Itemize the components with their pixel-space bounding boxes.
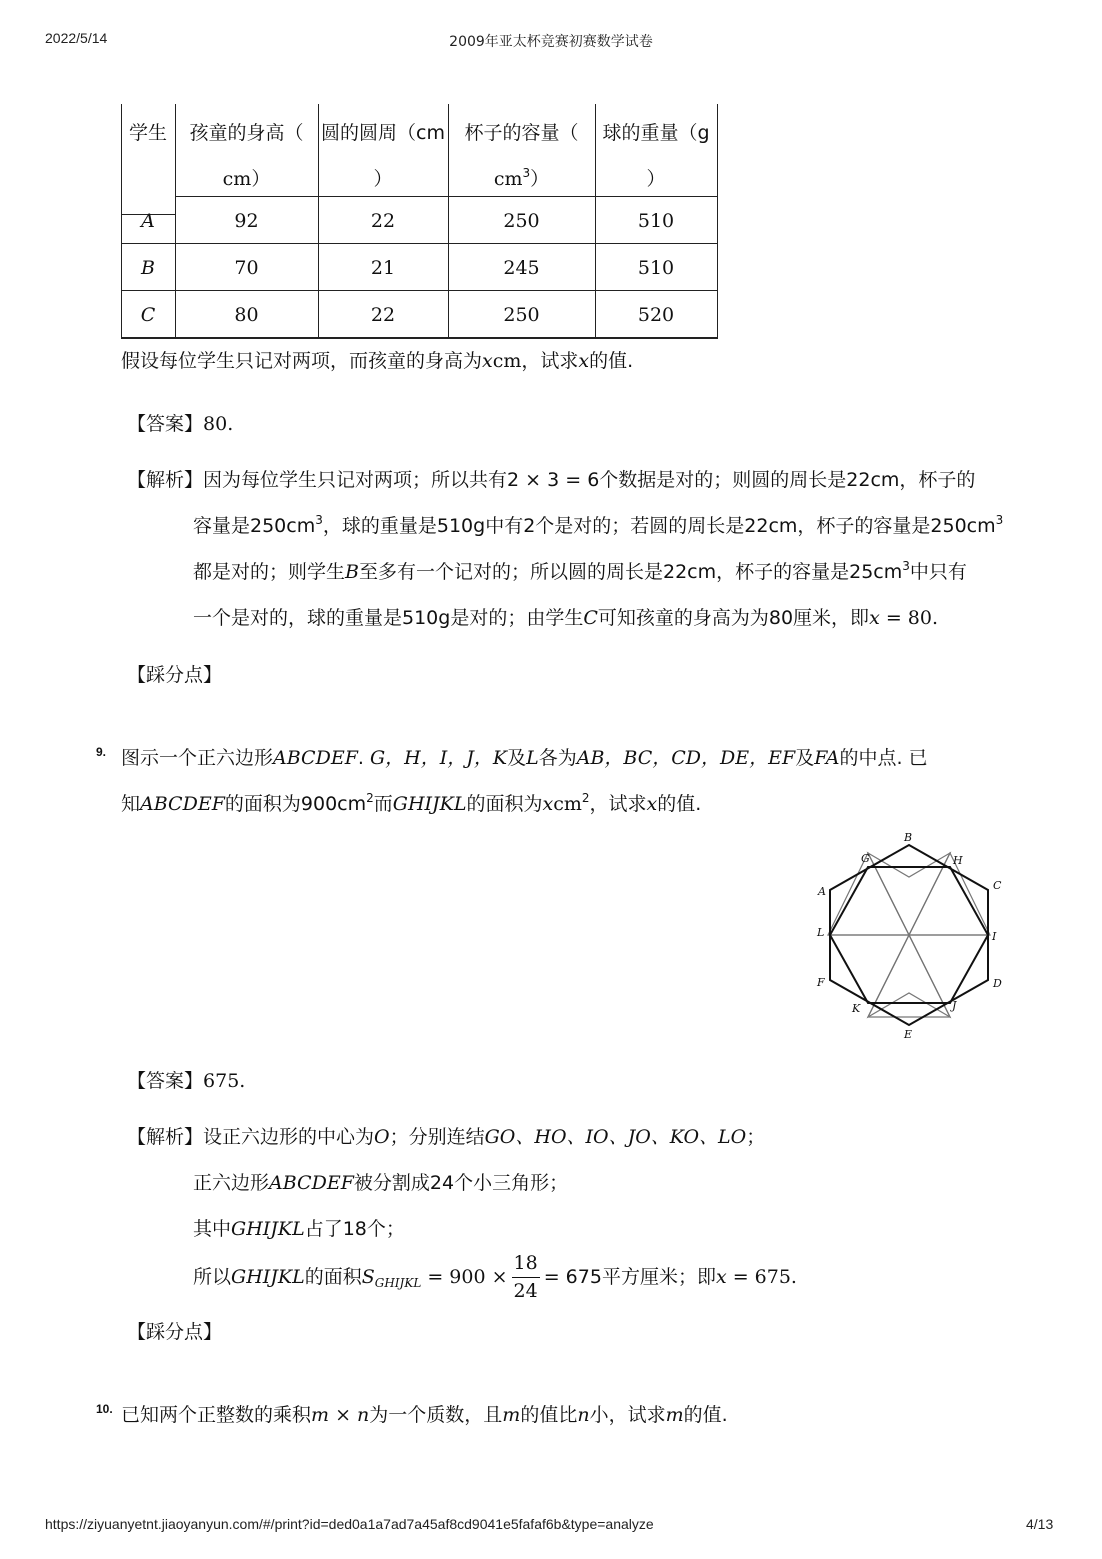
- header-student: 学生: [128, 122, 167, 144]
- answer-value: 675.: [203, 1070, 246, 1092]
- q9-prompt-line-1: 图示一个正六边形ABCDEF. G，H，I，J，K及L各为AB，BC，CD，DE，EF及FA的中点. 已: [121, 747, 928, 769]
- q9-analysis-line-3: 其中GHIJKL占了18个；: [193, 1218, 405, 1240]
- row-c-cup: 250: [503, 304, 540, 326]
- fraction-18-24: $\frac{18}{24}$: [513, 1252, 538, 1302]
- label-I: I: [992, 930, 997, 943]
- header-circle-l2: ）: [373, 168, 393, 190]
- label-K: K: [852, 1002, 861, 1015]
- answer-value: 80.: [203, 413, 234, 435]
- row-b-height: 70: [234, 257, 259, 279]
- label-E: E: [904, 1028, 913, 1041]
- q8-analysis-line-4: 一个是对的，球的重量是510g是对的；由学生C可知孩童的身高为为80厘米，即x = 80.: [193, 607, 938, 629]
- page-number: 4/13: [1026, 1516, 1054, 1532]
- q9-answer: [127, 1072, 245, 1091]
- row-a-cup: 250: [503, 210, 540, 232]
- document-title: 2009年亚太杯竞赛初赛数学试卷: [449, 34, 653, 50]
- row-b-ball: 510: [637, 257, 675, 279]
- row-a-student: A: [141, 210, 155, 232]
- q8-analysis-line-2: 容量是$250cm^3$，球的重量是510g中有2个是对的；若圆的周长是22cm，杯子的容量是$250cm^3$: [193, 513, 1004, 537]
- label-B: B: [904, 831, 913, 844]
- answer-label: 【答案】: [127, 413, 204, 435]
- footer-url[interactable]: https://ziyuanyetnt.jiaoyanyun.com/#/print?id=ded0a1a7ad7a45af8cd9041e5fafaf6b&type=analyze: [45, 1516, 654, 1532]
- row-c-circle: 22: [370, 304, 396, 326]
- row-b-student: B: [141, 257, 155, 279]
- row-b-circle: 21: [370, 257, 396, 279]
- label-F: F: [817, 976, 825, 989]
- row-c-height: 80: [234, 304, 259, 326]
- label-D: D: [993, 977, 1002, 990]
- label-H: H: [953, 854, 963, 867]
- analysis-label: 【解析】: [127, 1126, 204, 1148]
- q10-number: 10.: [96, 1402, 113, 1416]
- header-cup-l2: $cm^3$）: [493, 166, 550, 190]
- row-c-student: C: [140, 304, 156, 326]
- header-cup-l1: 杯子的容量（: [464, 122, 579, 144]
- label-J: J: [952, 999, 957, 1012]
- label-G: G: [861, 852, 870, 865]
- q9-prompt-line-2: 知ABCDEF的面积为$900cm^2$而GHIJKL的面积为xcm$^2$，试求x的值.: [121, 791, 702, 815]
- q9-analysis-line-2: 正六边形ABCDEF被分割成24个小三角形；: [193, 1172, 569, 1194]
- header-ball-l1: 球的重量（g: [602, 122, 710, 144]
- label-A: A: [818, 885, 826, 898]
- answer-label: 【答案】: [127, 1070, 204, 1092]
- header-height-l2: cm）: [222, 168, 271, 190]
- q8-score-points: 【踩分点】: [127, 664, 223, 686]
- row-b-cup: 245: [503, 257, 540, 279]
- row-c-ball: 520: [637, 304, 675, 326]
- header-height-l1: 孩童的身高（: [189, 122, 304, 144]
- q10-prompt: 已知两个正整数的乘积m × n为一个质数，且m的值比n小，试求m的值.: [121, 1404, 728, 1426]
- print-date: 2022/5/14: [45, 30, 108, 46]
- q9-analysis-line-4: 所以GHIJKL的面积$S_{GHIJKL} = 900$ × $\frac{18}{24}$ = 675平方厘米；即x = 675.: [193, 1252, 797, 1302]
- analysis-label: 【解析】: [127, 469, 204, 491]
- q8-prompt: 假设每位学生只记对两项，而孩童的身高为xcm，试求x的值.: [121, 350, 634, 372]
- q8-analysis-line-3: 都是对的；则学生B至多有一个记对的；所以圆的周长是22cm，杯子的容量是$25cm^3$中只有: [193, 559, 967, 583]
- label-L: L: [817, 926, 825, 939]
- hexagon-figure: [810, 826, 1010, 1046]
- q9-score-points: 【踩分点】: [127, 1321, 223, 1343]
- q9-analysis-line-1: 【解析】设正六边形的中心为O；分别连结GO、HO、IO、JO、KO、LO；: [127, 1126, 766, 1148]
- q9-number: 9.: [96, 745, 107, 759]
- row-a-ball: 510: [637, 210, 675, 232]
- label-C: C: [993, 879, 1002, 892]
- header-ball-l2: ）: [646, 168, 666, 190]
- q8-answer: [127, 415, 233, 434]
- header-circle-l1: 圆的圆周（cm: [321, 122, 445, 144]
- row-a-circle: 22: [370, 210, 396, 232]
- row-a-height: 92: [234, 210, 259, 232]
- q8-analysis-line-1: 【解析】因为每位学生只记对两项；所以共有2 × 3 = 6个数据是对的；则圆的周长是22cm，杯子的: [127, 469, 976, 491]
